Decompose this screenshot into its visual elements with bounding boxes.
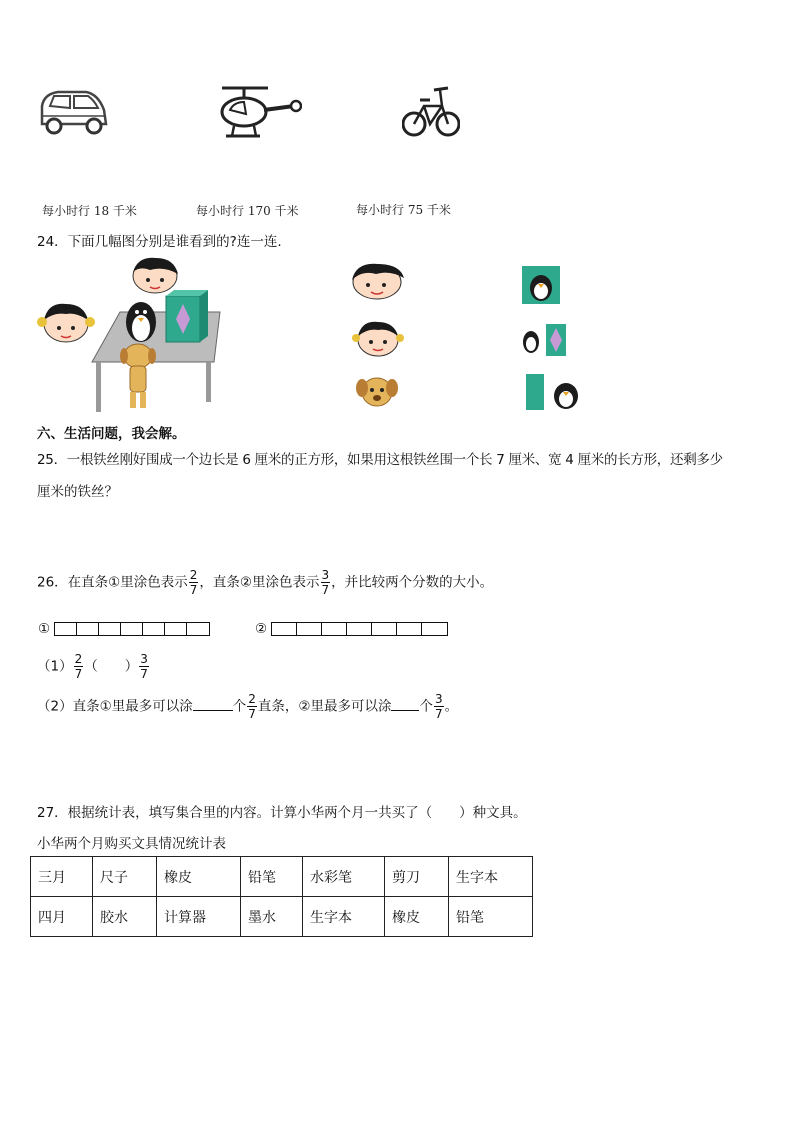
view-box-penguin: [524, 374, 582, 410]
sub1-frac-left: [74, 652, 84, 681]
table-cell: 四月: [31, 897, 93, 937]
strip-2-row: [255, 621, 448, 637]
table-cell: 墨水: [241, 897, 303, 937]
stationery-table: [30, 856, 533, 937]
q26-text: [37, 568, 493, 597]
frac1-den: 7: [189, 583, 198, 597]
sub1-right-den: 7: [140, 667, 148, 681]
sub1-label: （1）: [37, 658, 73, 675]
frac2-den: 7: [321, 583, 330, 597]
table-cell: 生字本: [449, 857, 533, 897]
sub2-c: 直条，②里最多可以涂: [257, 698, 392, 715]
sub2-a: （2）直条①里最多可以涂: [37, 698, 193, 715]
boy-head-option: [346, 258, 408, 302]
sub2-frac1-den: 7: [248, 707, 256, 721]
strip-2[interactable]: [271, 622, 448, 636]
blank-strip1[interactable]: [193, 710, 233, 711]
table-cell: 尺子: [93, 857, 157, 897]
q26-sub2: [37, 692, 458, 721]
sub2-frac2: [434, 692, 444, 721]
fraction-three-sevenths: [321, 568, 331, 597]
helicopter-illustration: [216, 80, 302, 142]
strip-1-label: ①: [38, 621, 51, 637]
q25-line1: 25．一根铁丝刚好围成一个边长是 6 厘米的正方形，如果用这根铁丝围一个长 7 厘米、宽 4 厘米的长方形，还剩多少: [37, 452, 723, 468]
q27-text: 27．根据统计表，填写集合里的内容。计算小华两个月一共买了（ ）种文具。: [37, 805, 527, 821]
q24-text: 24．下面几幅图分别是谁看到的?连一连.: [37, 234, 282, 250]
table-cell: 橡皮: [157, 857, 241, 897]
strip-1-row: [38, 621, 210, 637]
q26-sub1: [37, 652, 150, 681]
table-cell: 铅笔: [449, 897, 533, 937]
bike-speed-label: 每小时行 75 千米: [356, 203, 451, 217]
view-penguin-box-side: [520, 322, 568, 356]
table-cell: 剪刀: [385, 857, 449, 897]
bicycle-illustration: [402, 80, 460, 142]
sub2-d: 个: [419, 698, 433, 715]
table-cell: 胶水: [93, 897, 157, 937]
table-cell: 生字本: [303, 897, 385, 937]
sub2-end: 。: [444, 698, 459, 715]
sub2-frac2-num: 3: [434, 692, 443, 706]
table-cell: 水彩笔: [303, 857, 385, 897]
sub1-left-num: 2: [74, 652, 83, 666]
sub2-frac1-num: 2: [248, 692, 256, 706]
strip-1[interactable]: [54, 622, 210, 636]
sub2-b: 个: [232, 698, 247, 715]
frac2-num: 3: [321, 568, 330, 582]
table-title: 小华两个月购买文具情况统计表: [37, 836, 226, 852]
table-cell: 三月: [31, 857, 93, 897]
scene-illustration: [34, 252, 226, 414]
compare-blank[interactable]: （ ）: [84, 658, 139, 675]
girl-head-option: [350, 316, 406, 358]
table-row: [31, 857, 533, 897]
table-cell: 计算器: [157, 897, 241, 937]
table-row: [31, 897, 533, 937]
q25-line2: 厘米的铁丝？: [37, 484, 118, 500]
car-illustration: [36, 84, 110, 138]
sub1-frac-right: [139, 652, 149, 681]
sub1-right-num: 3: [140, 652, 148, 666]
helicopter-speed-label: 每小时行 170 千米: [196, 204, 299, 218]
blank-strip2[interactable]: [391, 710, 419, 711]
car-speed-label: 每小时行 18 千米: [42, 204, 137, 218]
section-six-heading: 六、生活问题，我会解。: [37, 426, 186, 442]
table-cell: 橡皮: [385, 897, 449, 937]
frac1-num: 2: [189, 568, 198, 582]
q26-suffix: ，并比较两个分数的大小。: [331, 574, 494, 591]
table-cell: 铅笔: [241, 857, 303, 897]
sub2-frac2-den: 7: [434, 707, 443, 721]
fraction-two-sevenths: [189, 568, 199, 597]
q26-mid: ，直条②里涂色表示: [199, 574, 320, 591]
strip-2-label: ②: [255, 621, 268, 637]
sub1-left-den: 7: [74, 667, 83, 681]
dog-head-option: [354, 372, 400, 410]
q26-prefix: 26．在直条①里涂色表示: [37, 574, 188, 591]
view-penguin-front: [522, 266, 560, 304]
sub2-frac1: [247, 692, 257, 721]
